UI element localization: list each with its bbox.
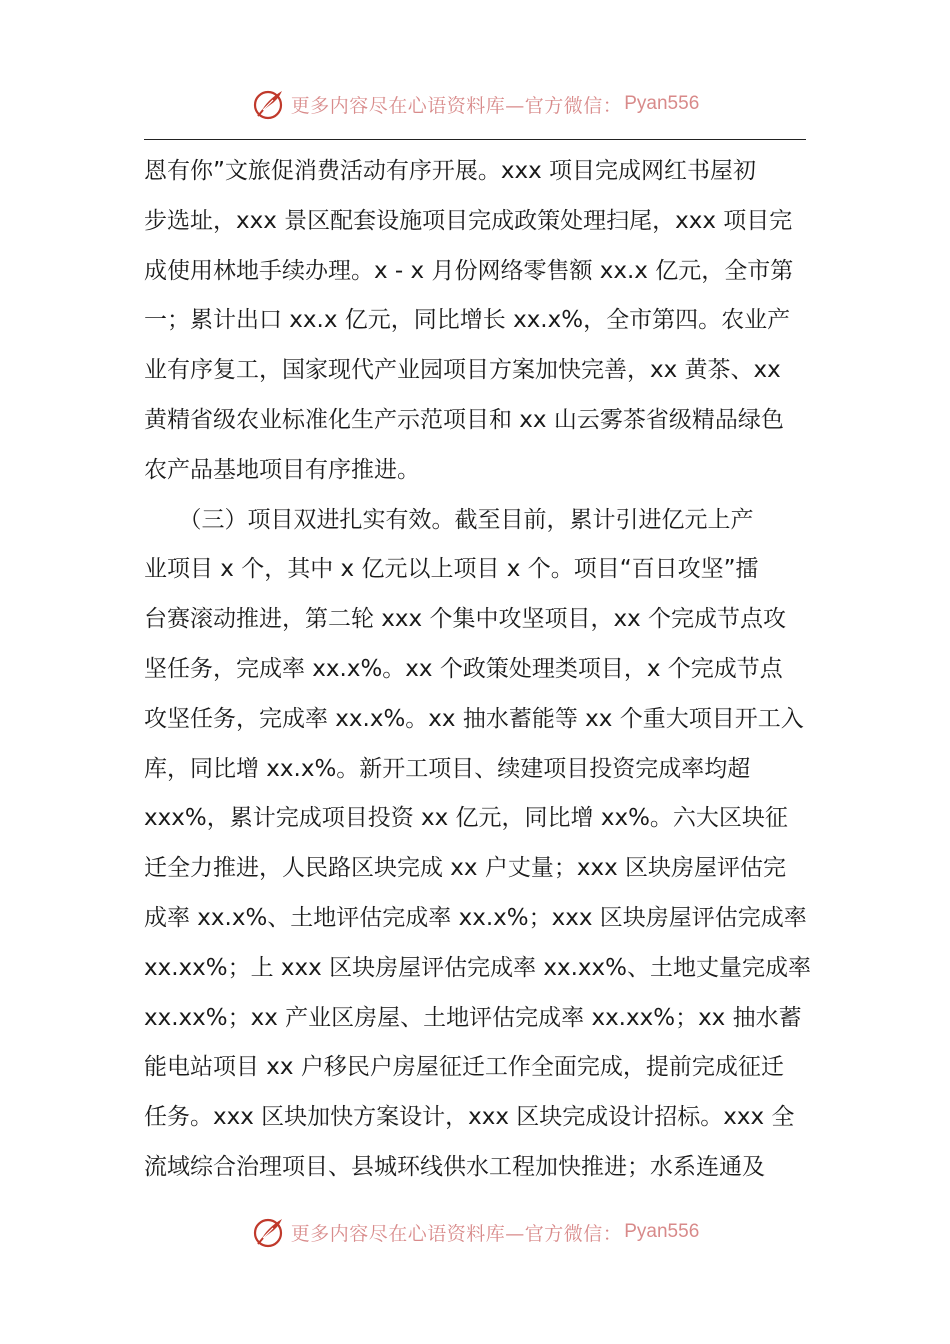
document-body [144,147,811,1193]
header-watermark [0,82,950,126]
text-line: xx.xx%；xx 产业区房屋、土地评估完成率 xx.xx%；xx 抽水蓄 [144,1004,802,1031]
text-line: 库，同比增 xx.x%。新开工项目、续建项目投资完成率均超 [144,755,751,782]
footer-watermark [0,1210,950,1254]
header-divider [144,139,806,140]
text-line: 一；累计出口 xx.x 亿元，同比增长 xx.x%，全市第四。农业产 [144,307,791,334]
text-line: xx.xx%；上 xxx 区块房屋评估完成率 xx.xx%、土地丈量完成率 [144,954,811,981]
text-line: 坚任务，完成率 xx.x%。xx 个政策处理类项目，x 个完成节点 [144,655,783,682]
text-line: 业项目 x 个，其中 x 亿元以上项目 x 个。项目“百日攻坚”擂 [144,556,759,583]
text-line: 恩有你”文旅促消费活动有序开展。xxx 项目完成网红书屋初 [144,158,757,184]
quill-logo-icon [251,1214,287,1250]
text-line: 成率 xx.x%、土地评估完成率 xx.x%；xxx 区块房屋评估完成率 [144,904,807,931]
text-line: 步选址，xxx 景区配套设施项目完成政策处理扫尾，xxx 项目完 [144,207,793,234]
section-heading-line: （三）项目双进扎实有效。截至目前，累计引进亿元上产 [144,506,754,533]
text-line: 流域综合治理项目、县城环线供水工程加快推进；水系连通及 [144,1153,765,1180]
watermark-text: 更多内容尽在心语资料库—官方微信： [290,1222,623,1245]
watermark-text: 更多内容尽在心语资料库—官方微信： [290,94,623,117]
text-line: 农产品基地项目有序推进。 [144,456,420,483]
quill-logo-icon [251,86,287,122]
text-line: 迁全力推进，人民路区块完成 xx 户丈量；xxx 区块房屋评估完 [144,855,786,882]
wechat-id: Pyan556 [624,1221,700,1242]
text-line: 攻坚任务，完成率 xx.x%。xx 抽水蓄能等 xx 个重大项目开工入 [144,705,804,732]
text-line: xxx%，累计完成项目投资 xx 亿元，同比增 xx%。六大区块征 [144,805,788,832]
wechat-id: Pyan556 [624,93,700,114]
text-line: 黄精省级农业标准化生产示范项目和 xx 山云雾茶省级精品绿色 [144,406,784,433]
text-line: 台赛滚动推进，第二轮 xxx 个集中攻坚项目，xx 个完成节点攻 [144,606,786,633]
text-line: 成使用林地手续办理。x - x 月份网络零售额 xx.x 亿元，全市第 [144,257,794,284]
text-line: 业有序复工，国家现代产业园项目方案加快完善，xx 黄茶、xx [144,357,781,384]
text-line: 能电站项目 xx 户移民户房屋征迁工作全面完成，提前完成征迁 [144,1054,784,1081]
text-line: 任务。xxx 区块加快方案设计，xxx 区块完成设计招标。xxx 全 [144,1104,795,1131]
